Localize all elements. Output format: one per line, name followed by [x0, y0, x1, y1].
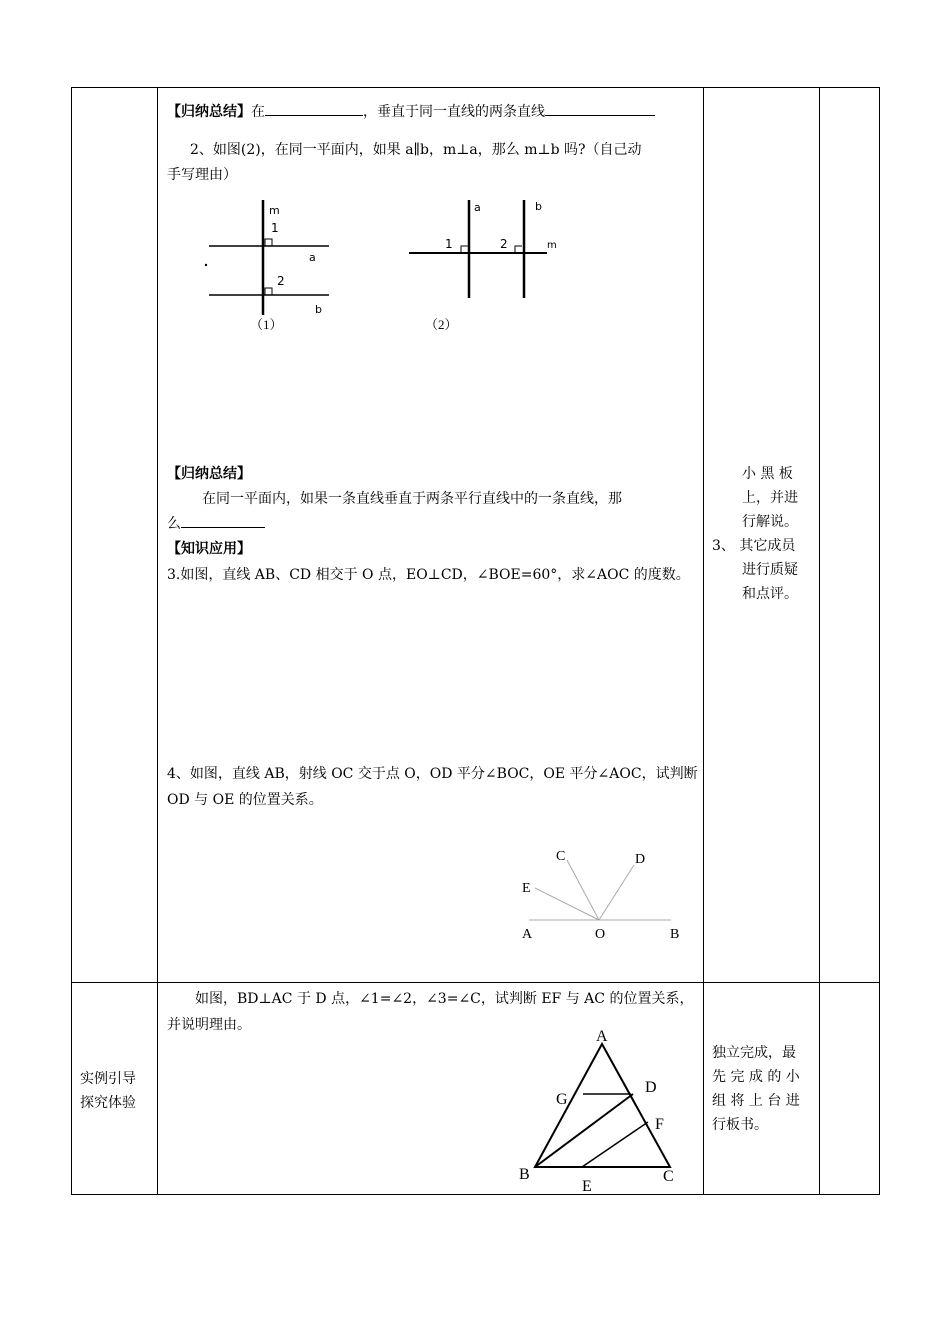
fig1-label-b: b — [315, 303, 322, 316]
question-3: 3.如图，直线 AB、CD 相交于 O 点，EO⊥CD，∠BOE=60°，求∠AOC 的度数。 — [167, 567, 690, 583]
section-2-label-line-1: 实例引导 — [80, 1071, 136, 1087]
side-note-1-line: 行解说。 — [742, 514, 798, 530]
summary-2-text: 么 — [167, 516, 181, 532]
summary-2-blank[interactable] — [181, 511, 265, 528]
apply-heading: 【知识应用】 — [167, 541, 251, 557]
summary-heading: 【归纳总结】 — [167, 104, 251, 120]
fig1-caption: （1） — [250, 317, 283, 332]
figure-triangle — [510, 1024, 690, 1194]
triangle-label-e: E — [582, 1178, 592, 1194]
triangle-label-d: D — [645, 1079, 657, 1096]
triangle-label-f: F — [655, 1116, 664, 1133]
summary-blank-2[interactable] — [545, 99, 655, 116]
figure-2 — [409, 200, 557, 332]
side-note-2 — [712, 1041, 816, 1137]
fig1-label-m: m — [269, 204, 280, 217]
summary-2-line-2 — [167, 511, 265, 537]
figures-1-and-2 — [195, 190, 565, 340]
fig2-caption: （2） — [425, 317, 458, 332]
triangle-label-c: C — [663, 1168, 674, 1185]
fig4-label-e: E — [522, 881, 531, 896]
triangle-label-b: B — [519, 1166, 530, 1183]
fig1-label-1: 1 — [271, 221, 279, 235]
fig2-label-b: b — [535, 200, 542, 213]
table-border-left — [71, 87, 72, 1195]
table-column-divider-2 — [703, 87, 704, 1195]
table-border-right — [879, 87, 880, 1195]
figure-1 — [205, 200, 329, 332]
side-note-2-line: 独立完成，最 — [712, 1045, 796, 1061]
question-4-line-1: 4、如图，直线 AB，射线 OC 交于点 O，OD 平分∠BOC，OE 平分∠AOC，试判断 — [167, 766, 698, 782]
side-note-1-line: 上，并进 — [742, 490, 798, 506]
side-note-2-line: 先 完 成 的 小 — [712, 1069, 800, 1085]
summary-2-heading: 【归纳总结】 — [167, 466, 251, 482]
section-2-label — [80, 1067, 154, 1115]
side-note-1-line: 进行质疑 — [742, 562, 798, 578]
question-2-line-1: 2、如图(2)，在同一平面内，如果 a∥b，m⊥a，那么 m⊥b 吗?（自己动 — [190, 142, 642, 158]
side-note-2-line: 组 将 上 台 进 — [712, 1093, 800, 1109]
table-row-divider — [71, 982, 880, 983]
fig4-label-a: A — [522, 927, 533, 942]
fig2-label-a: a — [474, 201, 481, 214]
section-2-label-line-2: 探究体验 — [80, 1095, 136, 1111]
question-2-line-2: 手写理由） — [167, 167, 237, 183]
figure-q4 — [515, 840, 695, 945]
triangle-label-a: A — [596, 1028, 608, 1045]
example-problem-line-2: 并说明理由。 — [167, 1017, 251, 1033]
summary-line-1 — [167, 99, 655, 125]
fig4-label-b: B — [670, 927, 680, 942]
table-column-divider-3 — [819, 87, 820, 1195]
side-note-1-line: 小 黑 板 — [742, 466, 793, 482]
example-problem-line-1: 如图，BD⊥AC 于 D 点，∠1=∠2，∠3=∠C，试判断 EF 与 AC 的位置关系， — [195, 991, 694, 1007]
side-note-2-line: 行板书。 — [712, 1117, 768, 1133]
question-4-line-2: OD 与 OE 的位置关系。 — [167, 792, 323, 808]
side-note-1 — [712, 462, 816, 606]
fig1-label-2: 2 — [277, 274, 285, 288]
fig1-label-a: a — [309, 251, 316, 264]
fig2-label-m: m — [547, 240, 557, 251]
summary-text-b: ，垂直于同一直线的两条直线 — [363, 104, 545, 120]
summary-2-line-1: 在同一平面内，如果一条直线垂直于两条平行直线中的一条直线，那 — [202, 491, 622, 507]
side-note-1-line: 3、 其它成员 — [712, 538, 796, 554]
fig2-label-1: 1 — [445, 237, 453, 251]
fig2-label-2: 2 — [500, 237, 508, 251]
summary-text-a: 在 — [251, 104, 265, 120]
table-column-divider-1 — [157, 87, 158, 1195]
side-note-1-line: 和点评。 — [742, 586, 798, 602]
triangle-label-g: G — [556, 1091, 568, 1108]
fig4-label-d: D — [635, 852, 646, 867]
fig4-label-o: O — [595, 927, 606, 942]
table-border-bottom — [71, 1194, 880, 1195]
fig4-label-c: C — [556, 849, 566, 864]
summary-blank-1[interactable] — [265, 99, 363, 116]
table-border-top — [71, 87, 880, 88]
